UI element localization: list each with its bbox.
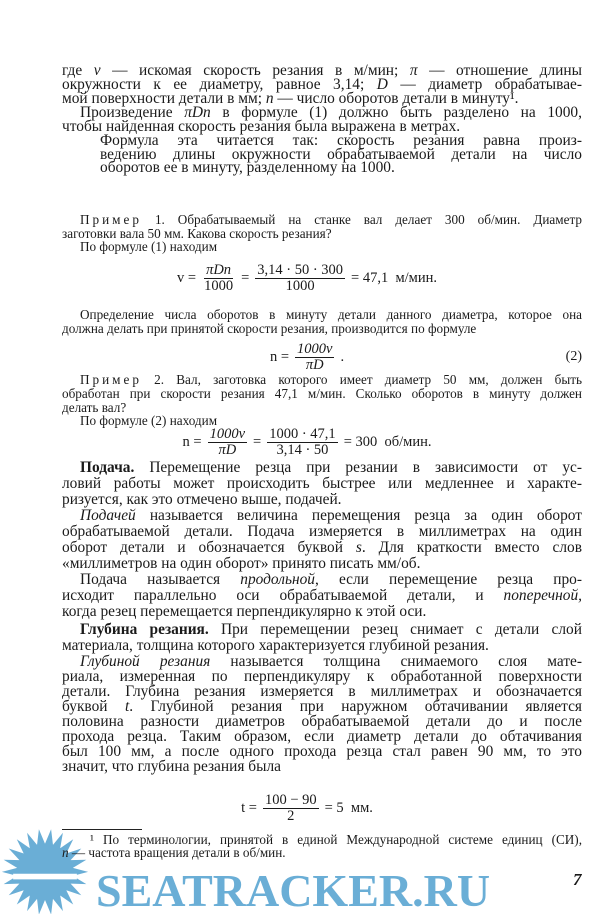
- emphasis-text: πDn: [184, 104, 211, 121]
- heading-text: Подача.: [80, 459, 135, 476]
- text-run: делать вал?: [62, 400, 127, 415]
- feed2-line: [62, 556, 420, 572]
- text-run: ризуется, как это отмечено выше, подачей.: [62, 491, 342, 508]
- text-run: ловий работы может происходить быстрее или медленнее и характе-: [62, 475, 582, 492]
- denominator: 1000: [204, 277, 234, 294]
- text-run: значит, что глубина резания была: [62, 758, 281, 775]
- emphasis-text: поперечной,: [503, 587, 582, 604]
- watermark-logo: SEATRACKER.RU: [96, 865, 491, 916]
- text-run: мой поверхности детали в мм;: [62, 90, 266, 107]
- text-run: Произведение: [80, 104, 185, 121]
- emphasis-text: s: [355, 539, 362, 556]
- text-run: 1. Обрабатываемый на станке вал делает 300 об/мин. Диаметр: [141, 212, 582, 227]
- text-run: оборотов ее в минуту, разделенному на 1000.: [100, 159, 395, 176]
- formula-token: n =: [269, 348, 289, 365]
- feed3-line: [62, 604, 426, 620]
- denominator: πD: [305, 356, 324, 373]
- text-run: материала, толщина которого характеризуется глубиной резания.: [62, 637, 489, 654]
- text-run: . Глубиной резания при наружном обтачивании является: [129, 698, 582, 715]
- numerator: 1000 · 47,1: [269, 425, 336, 442]
- text-run: окружности к ее диаметру, равное 3,14;: [62, 76, 377, 93]
- text-run: По формуле (2) находим: [80, 413, 218, 428]
- denominator: πD: [218, 441, 237, 458]
- text-run: — искомая скорость резания в м/мин;: [100, 62, 410, 79]
- feed2-line: [62, 524, 582, 540]
- denominator: 3,14 · 50: [276, 441, 329, 458]
- text-run: Пример: [80, 212, 142, 227]
- emphasis-text: Подачей: [80, 507, 136, 524]
- fraction: [208, 427, 247, 458]
- text-run: Перемещение резца при резании в зависимости от ус-: [134, 459, 582, 476]
- formula-f2: [0, 341, 614, 373]
- feed3-line: [62, 588, 582, 604]
- formula-f4: [0, 792, 614, 824]
- text-run: — отношение длины: [417, 62, 582, 79]
- text-run: исходит параллельно оси обрабатываемой детали, и: [62, 587, 504, 604]
- emphasis-text: D: [376, 76, 388, 93]
- text-run: чтобы найденная скорость резания была выражена в метрах.: [62, 118, 461, 135]
- formula-token: n =: [182, 433, 202, 450]
- emphasis-text: продольной: [240, 571, 315, 588]
- text-run: когда резец перемещается перпендикулярно к этой оси.: [62, 603, 427, 620]
- feed3-line: [80, 572, 582, 588]
- text-run: Определение числа оборотов в минуту детали данного диаметра, которое она: [80, 307, 582, 322]
- text-run: половина разности диаметров обрабатываемой детали до и после: [62, 713, 582, 730]
- text-run: был 100 мм, а после одного прохода резца стал равен 90 мм, то это: [62, 743, 582, 760]
- text-run: — диаметр обрабатывае-: [387, 76, 582, 93]
- text-run: По формуле (1) находим: [80, 239, 218, 254]
- text-run: называется величина перемещения резца за один оборот: [135, 507, 582, 524]
- depth2-line: [62, 759, 281, 775]
- text-run: . Для краткости вместо слов: [361, 539, 582, 556]
- page-number: 7: [573, 870, 582, 889]
- numerator: 3,14 · 50 · 300: [257, 261, 344, 278]
- emphasis-text: π: [409, 62, 418, 79]
- emphasis-text: n: [62, 845, 69, 860]
- text-run: детали. Глубина резания измеряется в миллиметрах и обозначается: [62, 683, 582, 700]
- text-run: Пример: [80, 372, 142, 387]
- text-run: в формуле (1) должно быть разделено на 1000,: [210, 104, 582, 121]
- feed2-line: [62, 540, 582, 556]
- text-run: риала, измеренная по перпендикуляру к обработанной поверхности: [62, 668, 582, 685]
- text-run: 2. Вал, заготовка которого имеет диаметр 50 мм, должен быть: [141, 372, 582, 387]
- feed2-line: [80, 508, 582, 524]
- text-run: ведению длины окружности обрабатываемой детали на число: [100, 145, 582, 163]
- text-run: оборот детали и обозначается буквой: [62, 539, 356, 556]
- emphasis-text: Глубиной резания: [80, 653, 211, 670]
- emphasis-text: t: [124, 698, 130, 715]
- text-run: должна делать при принятой скорости резания, производится по формуле: [62, 321, 477, 336]
- text-run: где: [62, 62, 94, 79]
- depth1-line: [62, 638, 489, 654]
- numerator: 1000v: [297, 340, 333, 357]
- text-run: , если перемещение резца про-: [314, 571, 583, 588]
- feed1-line: [62, 492, 342, 508]
- footnote-divider: [62, 829, 142, 830]
- fn-line: [62, 845, 286, 861]
- feed1-line: [80, 460, 582, 476]
- p3-line: [100, 160, 395, 176]
- denominator: 2: [287, 807, 295, 824]
- fraction: [202, 263, 235, 294]
- formula-token: t =: [241, 799, 257, 816]
- heading-text: Глубина резания.: [80, 621, 209, 638]
- text-run: заготовки вала 50 мм. Какова скорость резания?: [62, 225, 332, 241]
- text-run: Формула эта читается так: скорость резания равна произ-: [100, 132, 582, 149]
- formula-token: = 5 мм.: [324, 799, 373, 816]
- text-run: Подача называется: [80, 571, 241, 588]
- text-run: При перемещении резец снимает с детали слой: [208, 621, 582, 638]
- text-run: прохода резца. Таким образом, если диаметр детали до обтачивания: [62, 728, 582, 745]
- emphasis-text: n: [265, 90, 274, 107]
- emphasis-text: v: [93, 62, 101, 79]
- feed1-line: [62, 476, 582, 492]
- fraction: [267, 427, 337, 458]
- numerator: 100 − 90: [264, 791, 317, 808]
- text-run: «миллиметров на один оборот» принято писать мм/об.: [62, 555, 421, 572]
- formula-token: = 300 об/мин.: [343, 433, 432, 450]
- fraction: [263, 793, 319, 824]
- depth1-line: [80, 622, 582, 638]
- text-run: — частота вращения детали в об/мин.: [68, 845, 286, 860]
- numerator: πDn: [206, 261, 232, 278]
- formula-f3: [0, 426, 614, 458]
- equation-number: (2): [565, 349, 582, 364]
- ex2-line: [62, 386, 582, 402]
- denominator: 1000: [285, 277, 315, 294]
- p5-line: [62, 321, 476, 337]
- numerator: 1000v: [209, 425, 246, 442]
- formula-token: =: [241, 269, 250, 286]
- text-run: обработан при скорости резания 47,1 м/мин. Сколько оборотов в минуту должен: [62, 386, 582, 401]
- text-run: буквой: [62, 698, 125, 715]
- ex1b-line: [80, 239, 217, 255]
- formula-token: = 47,1 м/мин.: [351, 269, 437, 286]
- text-run: обрабатываемой детали. Подача измеряется в миллиметрах на один: [62, 523, 582, 540]
- fraction: [255, 263, 345, 294]
- formula-token: =: [253, 433, 262, 450]
- formula-f1: [0, 262, 614, 294]
- text-run: ¹ По терминологии, принятой в единой Международной системе единиц (СИ),: [90, 832, 582, 847]
- text-run: — число оборотов детали в минуту¹.: [273, 90, 519, 107]
- fraction: [295, 342, 334, 373]
- text-run: называется толщина снимаемого слоя мате-: [210, 653, 583, 670]
- formula-token: .: [340, 348, 345, 365]
- formula-token: v =: [177, 269, 197, 286]
